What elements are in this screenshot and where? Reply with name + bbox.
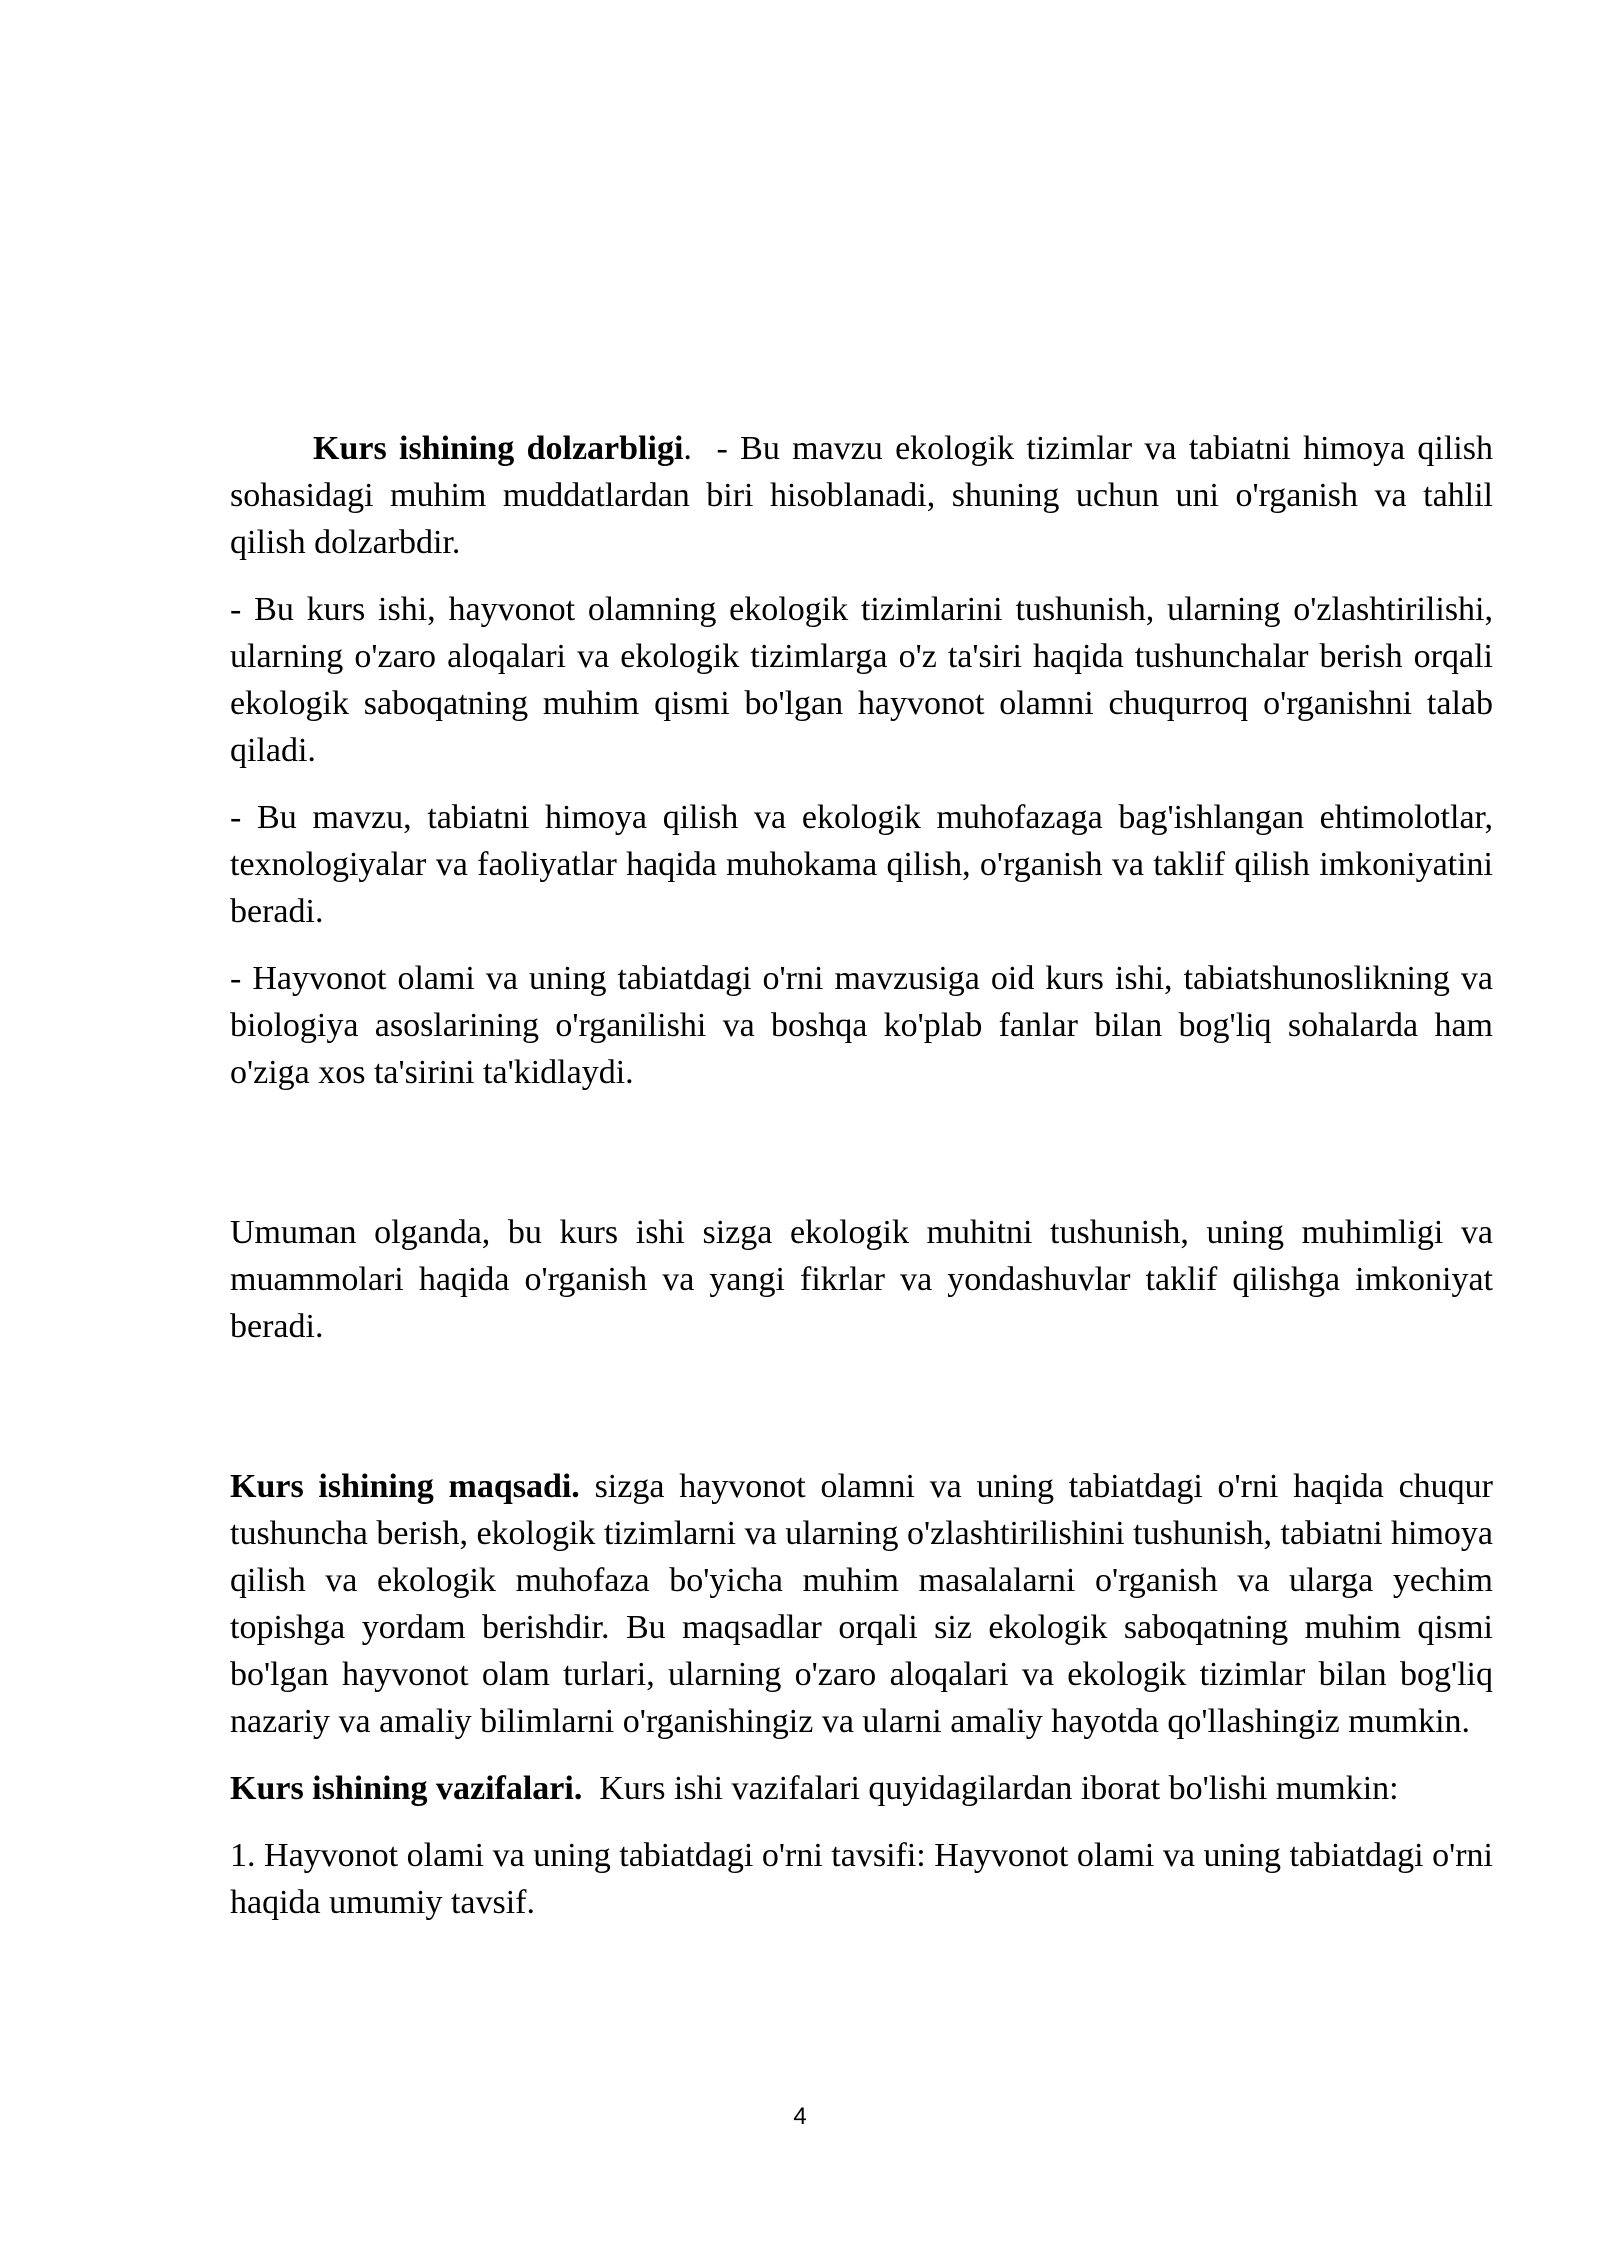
tasks-text: Kurs ishi vazifalari quyidagilardan iborat bo'lishi mumkin:	[582, 1770, 1399, 1807]
relevance-heading-punct: .	[683, 430, 692, 467]
task-item-1: 1. Hayvonot olami va uning tabiatdagi o'rni tavsifi: Hayvonot olami va uning tabiatdagi o'rni haqida umumiy tavsif.	[230, 1837, 1493, 1921]
relevance-heading: Kurs ishining dolzarbligi	[313, 430, 684, 467]
page-number: 4	[793, 2103, 807, 2130]
relevance-text: - Bu mavzu ekologik tizimlar va tabiatni himoya qilish sohasidagi muhim muddatlardan biri hisoblanadi, shuning uchun uni o'rganish va tahlil qilish dolzarbdir.	[230, 430, 1502, 561]
summary-paragraph: Umuman olganda, bu kurs ishi sizga ekologik muhitni tushunish, uning muhimligi va muammolari haqida o'rganish va yangi fikrlar va yondashuvlar taklif qilishga imkoniyat beradi.	[230, 1214, 1493, 1345]
bullet-paragraph-1: - Bu kurs ishi, hayvonot olamning ekologik tizimlarini tushunish, ularning o'zlashtirilishi, ularning o'zaro aloqalari va ekologik tizimlarga o'z ta'siri haqida tushunchalar berish orqali ekologik saboqatning muhim qismi bo'lgan hayvonot olamni chuqurroq o'rganishni talab qiladi.	[230, 591, 1493, 769]
bullet-paragraph-2: - Bu mavzu, tabiatni himoya qilish va ekologik muhofazaga bag'ishlangan ehtimolotlar, texnologiyalar va faoliyatlar haqida muhokama qilish, o'rganish va taklif qilish imkoniyatini beradi.	[230, 799, 1493, 930]
goal-text: sizga hayvonot olamni va uning tabiatdagi o'rni haqida chuqur tushuncha berish, ekologik tizimlarni va ularning o'zlashtirilishini tushunish, tabiatni himoya qilish va ekologik muhofaza bo'yicha muhim masalalarni o'rganish va ularga yechim topishga yordam berishdir. Bu maqsadlar orqali siz ekologik saboqatning muhim qismi bo'lgan hayvonot olam turlari, ularning o'zaro aloqalari va ekologik tizimlar bilan bog'liq nazariy va amaliy bilimlarni o'rganishingiz va ularni amaliy hayotda qo'llashingiz mumkin.	[230, 1468, 1502, 1740]
tasks-paragraph	[230, 1765, 1493, 1812]
document-body	[230, 425, 1502, 1926]
goal-paragraph	[230, 1463, 1502, 1745]
bullet-paragraph-3: - Hayvonot olami va uning tabiatdagi o'rni mavzusiga oid kurs ishi, tabiatshunoslikning va biologiya asoslarining o'rganilishi va boshqa ko'plab fanlar bilan bog'liq sohalarda ham o'ziga xos ta'sirini ta'kidlaydi.	[230, 960, 1493, 1091]
relevance-paragraph	[230, 425, 1502, 566]
goal-heading: Kurs ishining maqsadi.	[230, 1468, 580, 1505]
tasks-heading: Kurs ishining vazifalari.	[230, 1770, 583, 1807]
